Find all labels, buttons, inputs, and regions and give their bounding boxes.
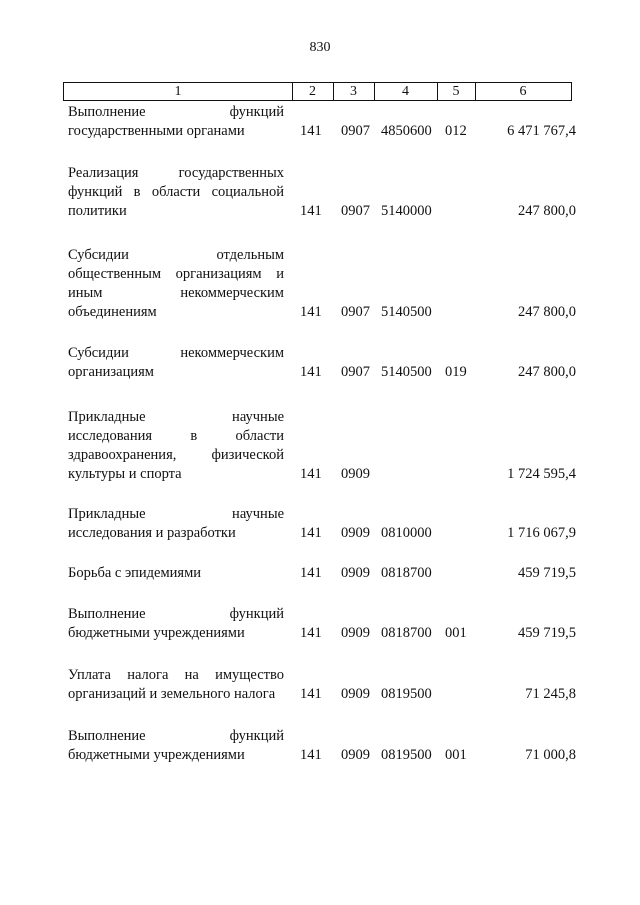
row-description-line: Прикладные научные xyxy=(68,409,284,425)
row-ministry: 141 xyxy=(300,364,322,380)
row-ministry: 141 xyxy=(300,466,322,482)
row-section: 0909 xyxy=(341,525,370,541)
row-section: 0909 xyxy=(341,565,370,581)
row-ministry: 141 xyxy=(300,304,322,320)
row-section: 0909 xyxy=(341,747,370,763)
row-description xyxy=(68,103,284,141)
table-row xyxy=(0,165,640,221)
page-number: 830 xyxy=(309,40,331,55)
row-section: 0909 xyxy=(341,686,370,702)
table-row xyxy=(0,564,640,583)
row-article: 0810000 xyxy=(381,525,432,541)
row-article: 5140500 xyxy=(381,364,432,380)
row-description-line: Выполнение функций xyxy=(68,728,284,744)
row-ministry: 141 xyxy=(300,686,322,702)
row-description-line: Выполнение функций xyxy=(68,606,284,622)
row-article: 0819500 xyxy=(381,686,432,702)
row-section: 0907 xyxy=(341,364,370,380)
row-description xyxy=(68,564,284,583)
row-article: 5140000 xyxy=(381,203,432,219)
row-description-line: исследования в области xyxy=(68,428,284,444)
table-row xyxy=(0,247,640,322)
row-description-line: государственными органами xyxy=(68,123,245,139)
row-description-line: организациям xyxy=(68,364,154,380)
row-description-line: функций в области социальной xyxy=(68,184,284,200)
row-description-line: общественным организациям и xyxy=(68,266,284,282)
row-amount: 247 800,0 xyxy=(518,203,576,219)
row-description-line: здравоохранения, физической xyxy=(68,447,284,463)
row-description-line: бюджетными учреждениями xyxy=(68,625,245,641)
row-description xyxy=(68,408,284,484)
row-amount: 1 716 067,9 xyxy=(507,525,576,541)
header-col-1: 1 xyxy=(64,83,293,100)
header-col-6: 6 xyxy=(519,84,527,99)
row-description-line: Субсидии некоммерческим xyxy=(68,345,284,361)
row-description-line: организаций и земельного налога xyxy=(68,686,276,702)
row-amount: 1 724 595,4 xyxy=(507,466,576,482)
header-col-2: 2 xyxy=(292,83,334,100)
row-type: 001 xyxy=(445,625,467,641)
row-description-line: Прикладные научные xyxy=(68,506,284,522)
row-ministry: 141 xyxy=(300,525,322,541)
row-article: 5140500 xyxy=(381,304,432,320)
row-ministry: 141 xyxy=(300,565,322,581)
row-section: 0909 xyxy=(341,466,370,482)
row-amount: 247 800,0 xyxy=(518,364,576,380)
row-amount: 247 800,0 xyxy=(518,304,576,320)
row-section: 0907 xyxy=(341,304,370,320)
row-type: 012 xyxy=(445,123,467,139)
row-ministry: 141 xyxy=(300,203,322,219)
row-section: 0907 xyxy=(341,123,370,139)
table-row xyxy=(0,506,640,543)
row-article: 4850600 xyxy=(381,123,432,139)
row-amount: 459 719,5 xyxy=(518,625,576,641)
row-amount: 71 000,8 xyxy=(525,747,576,763)
row-ministry: 141 xyxy=(300,625,322,641)
row-description-line: исследования и разработки xyxy=(68,525,236,541)
row-section: 0907 xyxy=(341,203,370,219)
row-article: 0819500 xyxy=(381,747,432,763)
row-section: 0909 xyxy=(341,625,370,641)
table-row xyxy=(0,104,640,141)
header-col-3: 3 xyxy=(333,83,375,100)
table-row xyxy=(0,728,640,765)
row-description-line: иным некоммерческим xyxy=(68,285,284,301)
row-description-line: Борьба с эпидемиями xyxy=(68,565,202,581)
row-ministry: 141 xyxy=(300,747,322,763)
row-description xyxy=(68,605,284,643)
table-header xyxy=(63,82,572,101)
row-type: 019 xyxy=(445,364,467,380)
row-amount: 71 245,8 xyxy=(525,686,576,702)
row-description-line: Выполнение функций xyxy=(68,104,284,120)
row-description xyxy=(68,344,284,382)
row-description xyxy=(68,246,284,322)
table-row xyxy=(0,409,640,484)
table-row xyxy=(0,345,640,382)
row-description-line: культуры и спорта xyxy=(68,466,182,482)
table-row xyxy=(0,606,640,643)
row-amount: 6 471 767,4 xyxy=(507,123,576,139)
row-description xyxy=(68,164,284,221)
row-description xyxy=(68,727,284,765)
row-description xyxy=(68,505,284,543)
header-col-5: 5 xyxy=(437,83,476,100)
row-type: 001 xyxy=(445,747,467,763)
row-ministry: 141 xyxy=(300,123,322,139)
row-description-line: Уплата налога на имущество xyxy=(68,667,284,683)
row-article: 0818700 xyxy=(381,565,432,581)
row-amount: 459 719,5 xyxy=(518,565,576,581)
row-description xyxy=(68,666,284,704)
row-description-line: бюджетными учреждениями xyxy=(68,747,245,763)
row-description-line: Субсидии отдельным xyxy=(68,247,284,263)
row-article: 0818700 xyxy=(381,625,432,641)
row-description-line: объединениям xyxy=(68,304,157,320)
table-row xyxy=(0,667,640,704)
row-description-line: политики xyxy=(68,203,127,219)
header-col-4: 4 xyxy=(374,83,438,100)
row-description-line: Реализация государственных xyxy=(68,165,284,181)
